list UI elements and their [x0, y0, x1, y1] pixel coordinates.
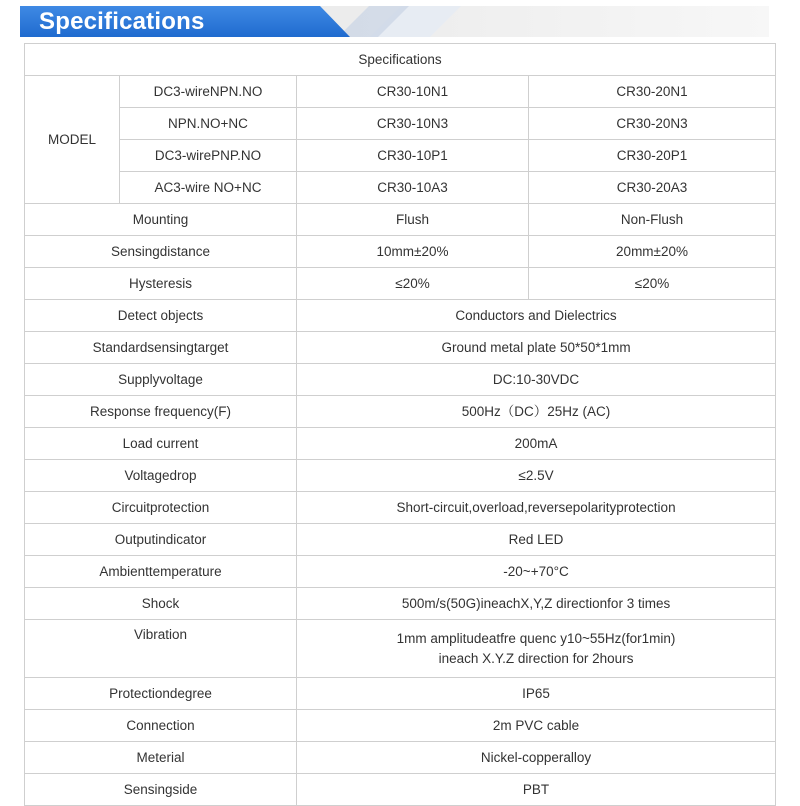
- spec-value: IP65: [297, 678, 776, 710]
- model-type: DC3-wirePNP.NO: [120, 140, 297, 172]
- spec-label: Sensingdistance: [25, 236, 297, 268]
- section-title: Specifications: [39, 8, 205, 35]
- spec-row: [25, 332, 776, 364]
- spec-value: ≤2.5V: [297, 460, 776, 492]
- spec-label: Sensingside: [25, 774, 297, 806]
- spec-value-flush: ≤20%: [297, 268, 529, 300]
- spec-label: Protectiondegree: [25, 678, 297, 710]
- spec-value: 200mA: [297, 428, 776, 460]
- spec-value: Conductors and Dielectrics: [297, 300, 776, 332]
- spec-label: Supplyvoltage: [25, 364, 297, 396]
- vibration-line-1: 1mm amplitudeatfre quenc y10~55Hz(for1min): [396, 630, 676, 646]
- spec-value: Short-circuit,overload,reversepolarityprotection: [297, 492, 776, 524]
- model-type: NPN.NO+NC: [120, 108, 297, 140]
- model-code-flush: CR30-10P1: [297, 140, 529, 172]
- spec-label: Shock: [25, 588, 297, 620]
- table-title: Specifications: [25, 44, 776, 76]
- specifications-table: [24, 43, 776, 806]
- spec-label: Mounting: [25, 204, 297, 236]
- spec-label: Detect objects: [25, 300, 297, 332]
- spec-value: Ground metal plate 50*50*1mm: [297, 332, 776, 364]
- spec-label: Load current: [25, 428, 297, 460]
- spec-label: Voltagedrop: [25, 460, 297, 492]
- spec-value: -20~+70°C: [297, 556, 776, 588]
- spec-value: [297, 620, 776, 678]
- spec-label: Circuitprotection: [25, 492, 297, 524]
- spec-row: [25, 524, 776, 556]
- spec-value: 500Hz（DC）25Hz (AC): [297, 396, 776, 428]
- spec-label: Response frequency(F): [25, 396, 297, 428]
- model-code-flush: CR30-10N1: [297, 76, 529, 108]
- spec-label: Hysteresis: [25, 268, 297, 300]
- model-row: [25, 140, 776, 172]
- model-code-flush: CR30-10N3: [297, 108, 529, 140]
- spec-value: PBT: [297, 774, 776, 806]
- spec-row: [25, 460, 776, 492]
- spec-value: Red LED: [297, 524, 776, 556]
- section-banner: [20, 6, 769, 37]
- spec-value: Nickel-copperalloy: [297, 742, 776, 774]
- spec-row-vibration: [25, 620, 776, 678]
- model-type: DC3-wireNPN.NO: [120, 76, 297, 108]
- spec-row: [25, 742, 776, 774]
- spec-row: [25, 364, 776, 396]
- spec-row: [25, 678, 776, 710]
- model-label: MODEL: [25, 76, 120, 204]
- spec-row-hysteresis: [25, 268, 776, 300]
- spec-value: 2m PVC cable: [297, 710, 776, 742]
- model-row: [25, 76, 776, 108]
- model-row: [25, 172, 776, 204]
- vibration-line-2: ineach X.Y.Z direction for 2hours: [438, 650, 634, 666]
- spec-value-flush: Flush: [297, 204, 529, 236]
- spec-row: [25, 396, 776, 428]
- spec-row: [25, 428, 776, 460]
- model-code-nonflush: CR30-20N3: [529, 108, 776, 140]
- spec-value: 500m/s(50G)ineachX,Y,Z directionfor 3 times: [297, 588, 776, 620]
- spec-label: Ambienttemperature: [25, 556, 297, 588]
- spec-label: Connection: [25, 710, 297, 742]
- spec-value-nonflush: Non-Flush: [529, 204, 776, 236]
- spec-row-sensing-distance: [25, 236, 776, 268]
- spec-label: Vibration: [25, 620, 297, 678]
- model-code-flush: CR30-10A3: [297, 172, 529, 204]
- spec-value: DC:10-30VDC: [297, 364, 776, 396]
- spec-row: [25, 774, 776, 806]
- spec-row: [25, 492, 776, 524]
- model-type: AC3-wire NO+NC: [120, 172, 297, 204]
- spec-value-flush: 10mm±20%: [297, 236, 529, 268]
- spec-row: [25, 588, 776, 620]
- model-row: [25, 108, 776, 140]
- spec-label: Outputindicator: [25, 524, 297, 556]
- spec-row: [25, 300, 776, 332]
- spec-row: [25, 710, 776, 742]
- spec-row-mounting: [25, 204, 776, 236]
- spec-label: Meterial: [25, 742, 297, 774]
- spec-label: Standardsensingtarget: [25, 332, 297, 364]
- model-code-nonflush: CR30-20P1: [529, 140, 776, 172]
- model-code-nonflush: CR30-20A3: [529, 172, 776, 204]
- spec-value-nonflush: ≤20%: [529, 268, 776, 300]
- spec-value-nonflush: 20mm±20%: [529, 236, 776, 268]
- spec-row: [25, 556, 776, 588]
- table-title-row: [25, 44, 776, 76]
- model-code-nonflush: CR30-20N1: [529, 76, 776, 108]
